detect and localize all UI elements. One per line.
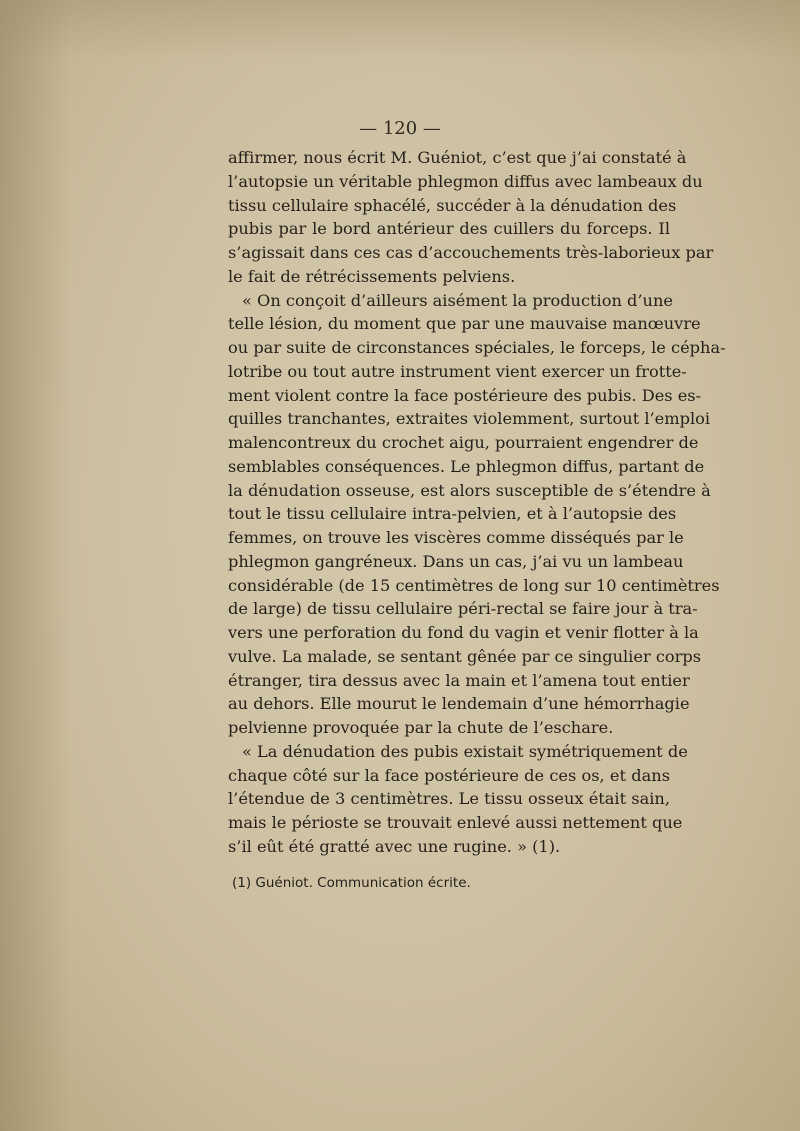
text-line: malencontreux du crochet aigu, pourraient engendrer de <box>228 433 699 452</box>
text-line: semblables conséquences. Le phlegmon diffus, partant de <box>228 456 705 476</box>
text-line: vulve. La malade, se sentant gênée par ce singulier corps <box>228 646 702 666</box>
page-edge-shadow-left <box>0 0 70 1131</box>
text-line: « La dénudation des pubis existait symétriquement de <box>242 741 688 761</box>
text-line: l’étendue de 3 centimètres. Le tissu osseux était sain, <box>228 789 670 809</box>
text-line: de large) de tissu cellulaire péri-rectal se faire jour à tra- <box>228 599 698 619</box>
text-line: phlegmon gangréneux. Dans un cas, j’ai vu un lambeau <box>228 551 684 571</box>
text-line: le fait de rétrécissements pelviens. <box>228 266 516 286</box>
text-line: quilles tranchantes, extraites violemment, surtout l’emploi <box>228 409 711 429</box>
text-line: tout le tissu cellulaire intra-pelvien, et à l’autopsie des <box>228 504 677 524</box>
text-line: s’agissait dans ces cas d’accouchements très-laborieux par <box>228 243 714 262</box>
text-line: chaque côté sur la face postérieure de ces os, et dans <box>228 765 670 785</box>
text-line: telle lésion, du moment que par une mauvaise manœuvre <box>228 314 701 334</box>
text-line: étranger, tira dessus avec la main et l’amena tout entier <box>228 670 690 690</box>
text-line: vers une perforation du fond du vagin et venir flotter à la <box>228 623 699 642</box>
text-line: la dénudation osseuse, est alors susceptible de s’étendre à <box>228 480 711 500</box>
text-line: considérable (de 15 centimètres de long sur 10 centimètres <box>228 575 720 595</box>
text-line: pelvienne provoquée par la chute de l’eschare. <box>228 718 614 737</box>
text-line: ment violent contre la face postérieure des pubis. Des es- <box>228 385 702 405</box>
text-line: s’il eût été gratté avec une rugine. » (1). <box>228 836 561 856</box>
body-text <box>228 146 726 859</box>
text-line: affirmer, nous écrit M. Guéniot, c’est que j’ai constaté à <box>228 148 687 167</box>
text-line: « On conçoit d’ailleurs aisément la production d’une <box>242 290 673 310</box>
text-line: l’autopsie un véritable phlegmon diffus avec lambeaux du <box>228 171 703 191</box>
text-line: ou par suite de circonstances spéciales, le forceps, le cépha- <box>228 338 726 357</box>
text-line: pubis par le bord antérieur des cuillers du forceps. Il <box>228 219 670 239</box>
footnote: (1) Guéniot. Communication écrite. <box>232 875 471 891</box>
text-line: au dehors. Elle mourut le lendemain d’une hémorrhagie <box>228 694 690 714</box>
page-number: — 120 — <box>359 118 441 139</box>
text-line: mais le périoste se trouvait enlevé aussi nettement que <box>228 813 683 832</box>
text-line: femmes, on trouve les viscères comme disséqués par le <box>228 528 684 547</box>
text-line: lotribe ou tout autre instrument vient exercer un frotte- <box>228 361 687 381</box>
text-line: tissu cellulaire sphacélé, succéder à la dénudation des <box>228 195 677 215</box>
page-edge-shadow-top <box>0 0 800 60</box>
